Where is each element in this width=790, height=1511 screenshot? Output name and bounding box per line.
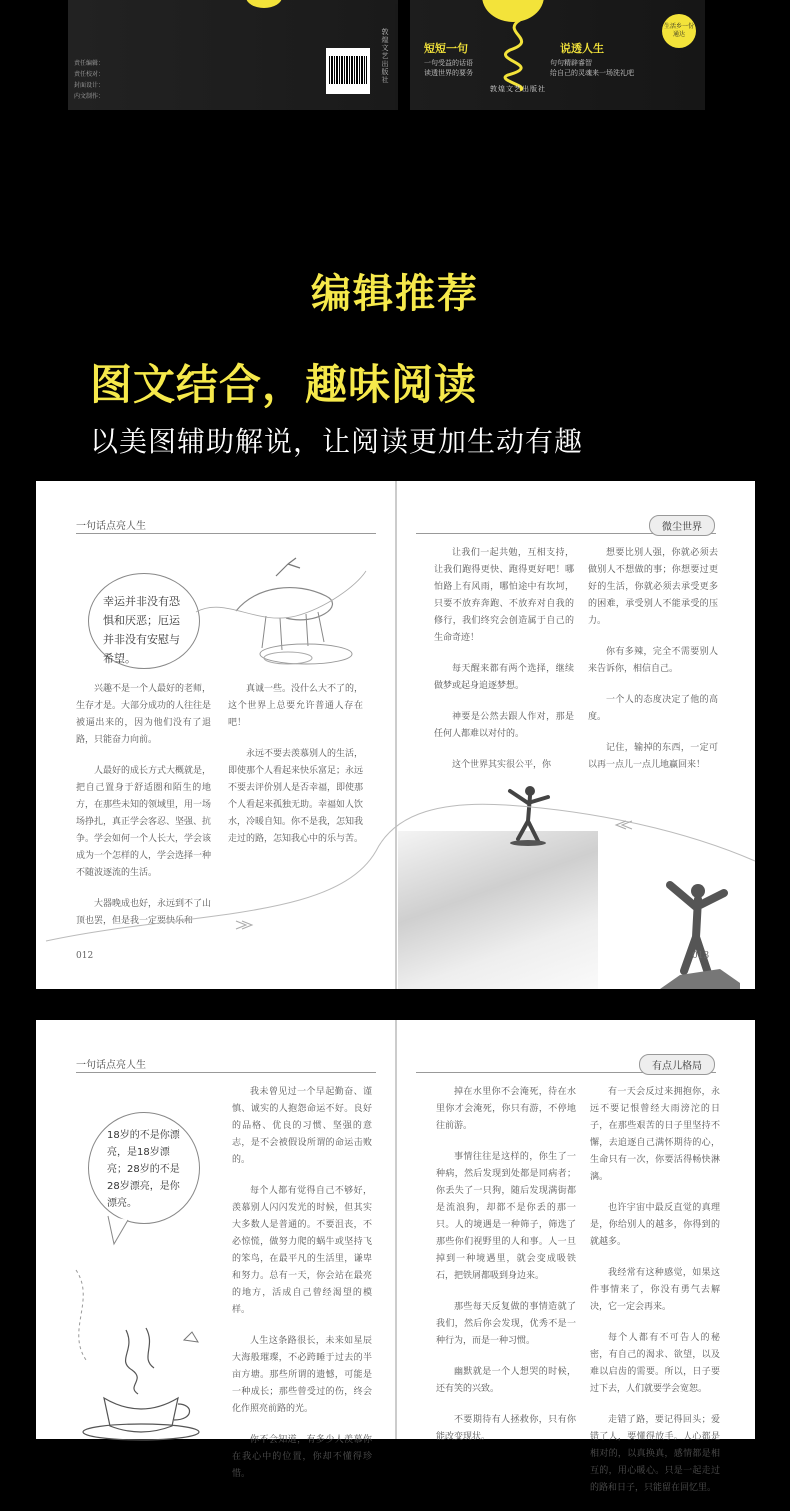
paragraph: 每个人都有不可告人的秘密，有自己的渴求、欲望，以及难以启齿的需要。所以，日子要过下去，人们就要学会宽恕。 <box>590 1333 720 1394</box>
moon-illustration <box>482 0 544 22</box>
cover-badge: 生活乡一份通达 <box>662 14 696 48</box>
quote-bubble: 18岁的不是你漂亮，是18岁漂亮；28岁的不是28岁漂亮，是你漂亮。 <box>88 1112 200 1224</box>
paragraph: 我未曾见过一个早起勤奋、谨慎、诚实的人抱怨命运不好。良好的品格、优良的习惯、坚强的意志，是不会被假设所谓的命运击败的。 <box>232 1087 372 1165</box>
editor-recommend-heading: 编辑推荐 <box>311 271 479 317</box>
paragraph: 走错了路，要记得回头；爱错了人，要懂得放手。人心都是相对的，以真换真，感情都是相互的，用心暖心。只是一起走过的路和日子，只能留在回忆里。 <box>590 1415 720 1493</box>
paragraph: 也许宇宙中最反直觉的真理是，你给别人的越多，你得到的就越多。 <box>590 1203 720 1247</box>
deer-illustration-icon <box>196 556 366 666</box>
paragraph: 你不会知道，有多少人羡慕你在我心中的位置，你却不懂得珍惜。 <box>232 1435 372 1479</box>
paragraph: 每个人都有觉得自己不够好，羡慕别人闪闪发光的时候，但其实大多数人是普通的。不要沮丧，不必惊慌，做努力爬的蜗牛或坚持飞的笨鸟，在最平凡的生活里，谦卑和努力。总有一天，你会站在最亮的地方，活成自己曾经渴望的模样。 <box>232 1186 372 1315</box>
page-number: 013 <box>692 951 710 961</box>
divider <box>76 1072 376 1073</box>
quote-bubble: 幸运并非没有恐惧和厌恶；厄运并非没有安慰与希望。 <box>88 573 200 669</box>
feature-title: 图文结合，趣味阅读 <box>90 360 478 409</box>
page-number: 012 <box>76 951 94 961</box>
moon-illustration <box>246 0 282 8</box>
paragraph: 人生这条路很长，未来如星辰大海般璀璨，不必跨睡于过去的半亩方塘。那些所谓的遗憾，可能是一种成长；那些曾受过的伤，终会化作照亮前路的光。 <box>232 1336 372 1414</box>
paragraph: 这个世界其实很公平，你 <box>452 760 552 770</box>
book-cover-front <box>410 0 705 110</box>
book-covers <box>0 0 790 115</box>
book-spread-preview <box>36 481 755 989</box>
feature-subtitle: 以美图辅助解说，让阅读更加生动有趣 <box>90 425 584 458</box>
text-column <box>590 1084 720 1511</box>
paragraph: 我经常有这种感觉，如果这件事情来了，你没有勇气去解决，它一定会再来。 <box>590 1268 720 1312</box>
running-head-left: 一句话点亮人生 <box>76 521 146 532</box>
paragraph: 一个人的态度决定了他的高度。 <box>588 695 718 722</box>
credit-line: 封面设计： <box>74 82 105 89</box>
paragraph: 有一天会反过来拥抱你，永远不要记恨曾经大雨滂沱的日子，在那些艰苦的日子里坚持不懈，去追逐自己满怀期待的心，生命只有一次，你要活得畅快淋漓。 <box>590 1087 720 1182</box>
running-head-right: 微尘世界 <box>649 515 715 536</box>
paragraph: 你有多辣，完全不需要别人来告诉你，相信自己。 <box>588 647 718 674</box>
text-column <box>588 545 718 788</box>
barcode <box>326 48 370 94</box>
paragraph: 记住，输掉的东西，一定可以再一点儿一点儿地赢回来！ <box>588 743 718 770</box>
text-column <box>434 545 574 788</box>
paragraph: 想要比别人强，你就必须去做别人不想做的事；你想要过更好的生活，你就必须去承受更多的困难，承受别人不能承受的压力。 <box>588 548 718 626</box>
paragraph: 每天醒来都有两个选择，继续做梦或起身追逐梦想。 <box>434 664 574 691</box>
speech-bubble-tail-icon <box>106 1216 136 1246</box>
divider <box>76 533 376 534</box>
paragraph: 让我们一起共勉，互相支持，让我们跑得更快、跑得更好吧！哪怕路上有风雨，哪怕途中有坎坷，只要不放弃奔跑、不放弃对自我的修行，我们终究会创造属于自己的生命奇迹！ <box>434 548 574 643</box>
coffee-cup-illustration-icon <box>66 1270 216 1440</box>
paragraph: 掉在水里你不会淹死，待在水里你才会淹死，你只有游，不停地往前游。 <box>436 1087 576 1131</box>
running-head-right: 有点儿格局 <box>639 1054 715 1075</box>
paragraph: 大器晚成也好，永远到不了山顶也罢，但是我一定要快乐和 <box>76 899 212 926</box>
cover-slogan-a-sub: 一句受益的话语 读透世界的要务 <box>424 59 473 77</box>
running-head-left: 一句话点亮人生 <box>76 1060 146 1071</box>
curve-path-line <box>36 791 755 941</box>
cover-slogan-b-sub: 句句精辟睿智 给自己的灵魂来一场洗礼吧 <box>550 59 634 77</box>
cover-credits <box>74 58 104 102</box>
book-cover-back <box>68 0 398 110</box>
spine-publisher: 敦煌文艺出版社 <box>381 28 389 84</box>
paragraph: 神要是公然去跟人作对，那是任何人都难以对付的。 <box>434 712 574 739</box>
book-gutter <box>395 1020 397 1439</box>
cover-slogan-a: 短短一句 <box>424 42 468 55</box>
paragraph: 真诚一些。没什么大不了的，这个世界上总要允许普通人存在吧！ <box>228 684 364 728</box>
paragraph: 幽默就是一个人想哭的时候，还有笑的兴致。 <box>436 1367 576 1394</box>
text-column <box>436 1084 576 1460</box>
paragraph: 不要期待有人拯救你，只有你能改变现状。 <box>436 1415 576 1442</box>
credit-line: 内文制作： <box>74 93 105 100</box>
winding-path-icon <box>490 20 550 90</box>
text-column <box>232 1084 372 1497</box>
paragraph: 兴趣不是一个人最好的老师，生存才是。大部分成功的人往往是被逼出来的，因为他们没有了退路，只能奋力向前。 <box>76 684 212 745</box>
book-spread-preview <box>36 1020 755 1493</box>
cover-publisher: 敦煌文艺出版社 <box>490 85 546 93</box>
credit-line: 责任编辑： <box>74 60 105 67</box>
paragraph: 人最好的成长方式大概就是，把自己置身于舒适圈和陌生的地方，在那些未知的领域里，用一场场挣扎，真正学会客忍、坚强、抗争。学会如何一个人长大，学会该成为一个怎样的人，学会选择一种不随波逐流的生活。 <box>76 766 212 878</box>
cover-slogan-b: 说透人生 <box>560 42 604 55</box>
paragraph: 永远不要去羡慕别人的生活，即使那个人看起来快乐富足；永远不要去评价别人是否幸福，即使那个人看起来孤独无助。幸福如人饮水，冷暖自知。你不是我，怎知我走过的路，怎知我心中的乐与苦。 <box>228 749 364 844</box>
credit-line: 责任校对： <box>74 71 105 78</box>
paragraph: 事情往往是这样的，你生了一种病，然后发现到处都是同病者；你丢失了一只狗，随后发现满街都是流浪狗，却都不是你丢的那一只。人的境遇是一种筛子，筛选了那些你们视野里的人和事。人一旦掉到一种境遇里，就会变成吸铁石，把铁屑都吸到身边来。 <box>436 1152 576 1281</box>
paragraph: 那些每天反复做的事情造就了我们，然后你会发现，优秀不是一种行为，而是一种习惯。 <box>436 1302 576 1346</box>
